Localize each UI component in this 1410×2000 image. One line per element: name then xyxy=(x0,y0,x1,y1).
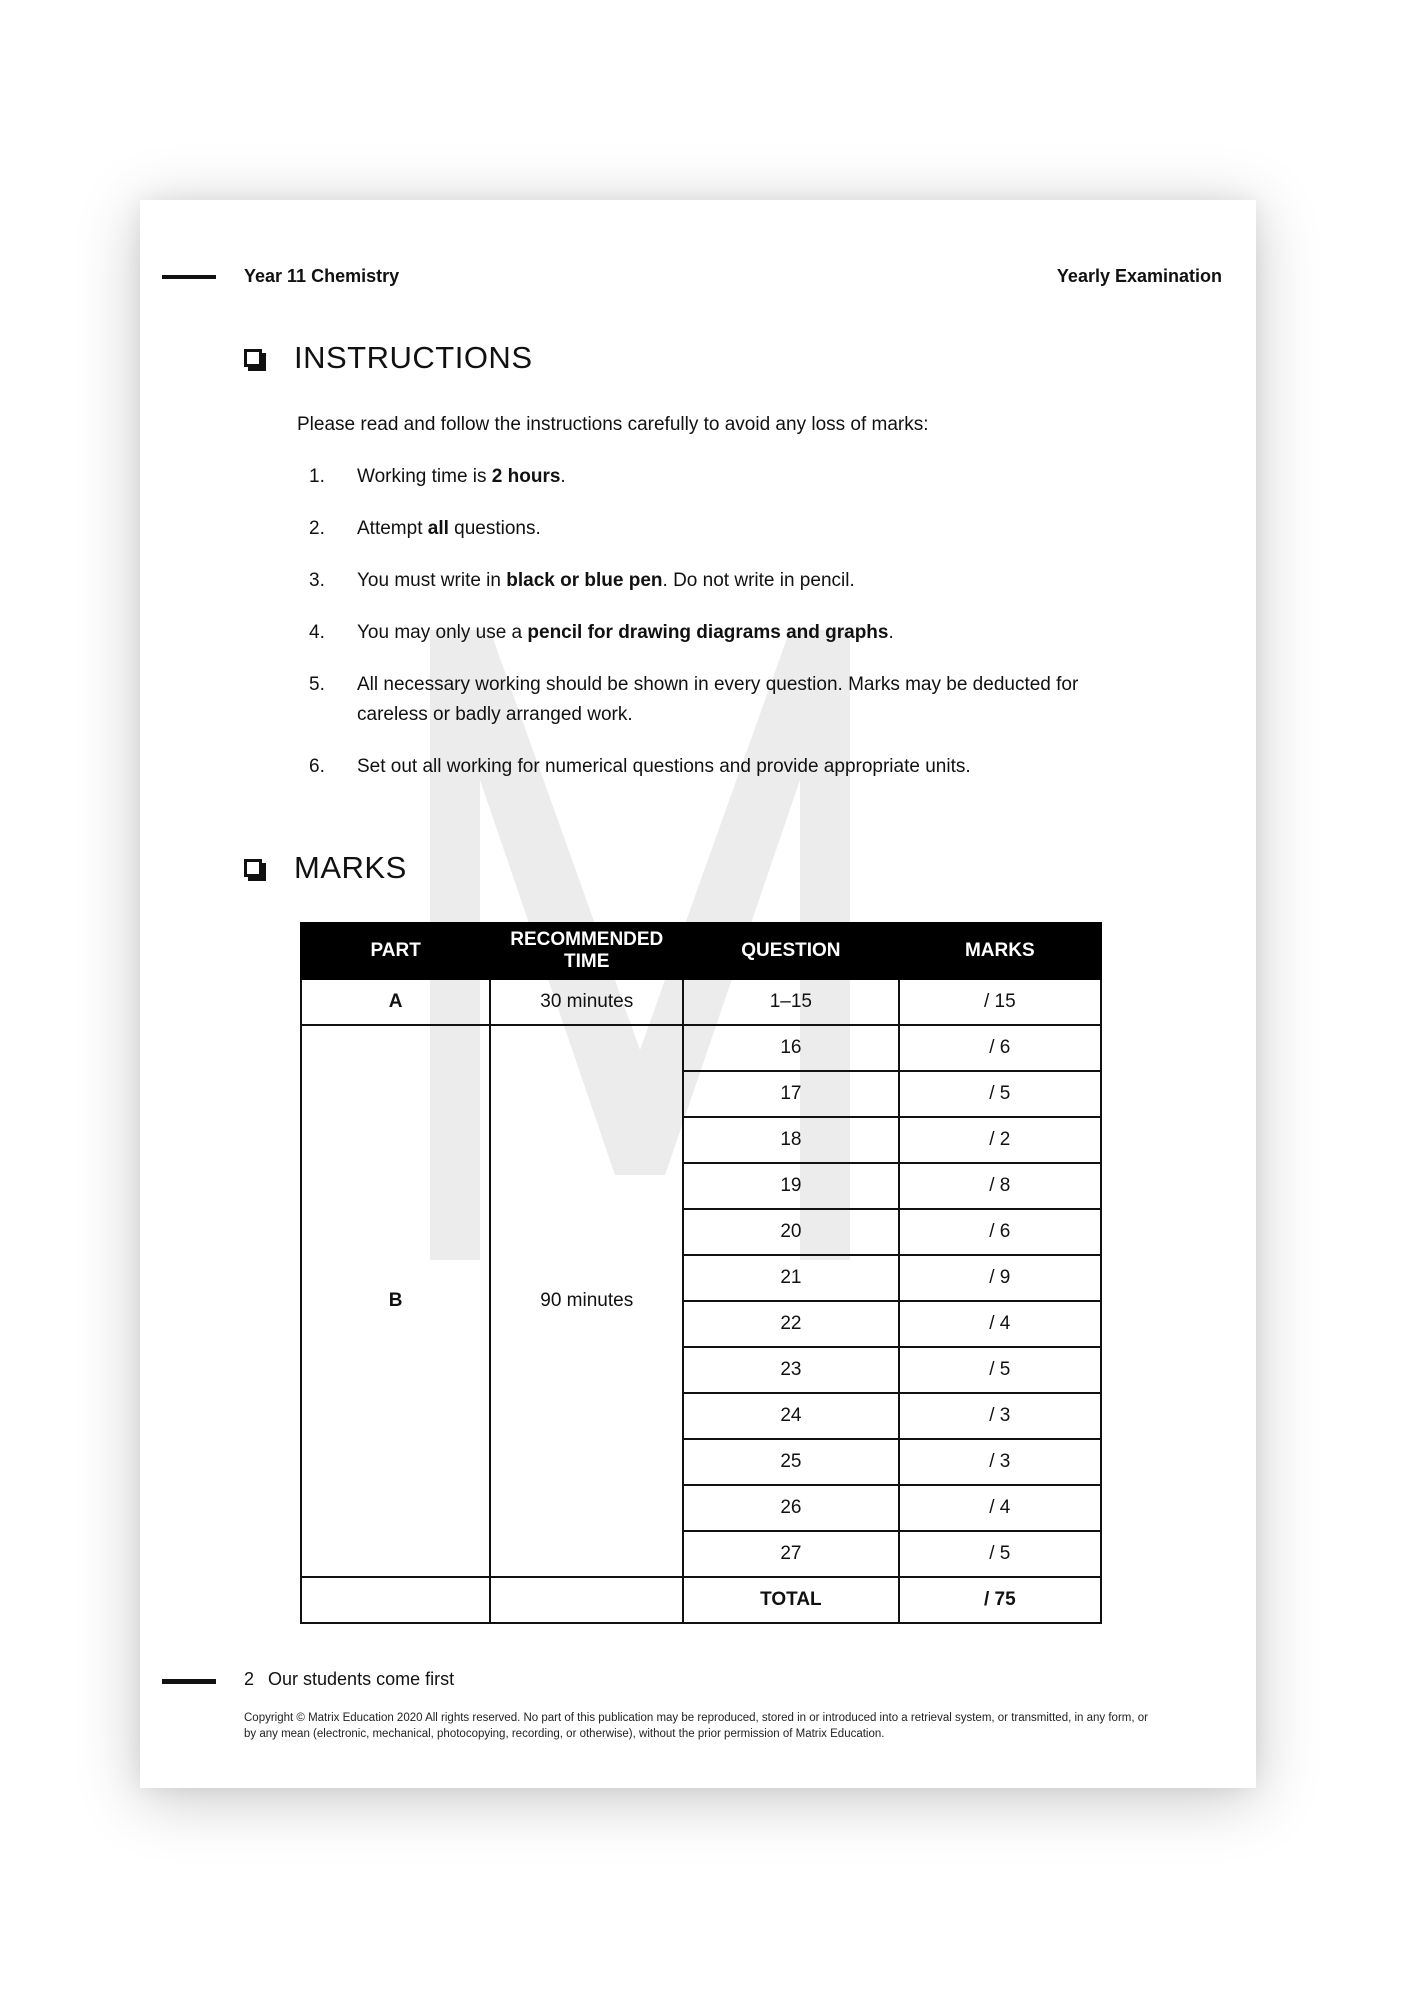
instruction-text-part: . xyxy=(888,622,894,643)
instruction-item xyxy=(297,566,1117,596)
header-dash xyxy=(162,275,216,279)
copyright-notice: Copyright © Matrix Education 2020 All rights reserved. No part of this publication may be reproduced, stored in or introduced into a retrieval system, or transmitted, in any form, or by any mean (electronic, mechanical, photocopying, recording, or otherwise), without the prior permission of Matrix Education. xyxy=(244,1712,1148,1740)
part-cell: B xyxy=(301,1025,490,1577)
instruction-emphasis: pencil for drawing diagrams and graphs xyxy=(527,622,889,643)
marks-cell: / 5 xyxy=(899,1531,1101,1577)
instruction-text-part: Working time is xyxy=(357,466,492,487)
checkbox-square-icon xyxy=(244,859,262,877)
marks-cell: / 4 xyxy=(899,1301,1101,1347)
question-cell: 23 xyxy=(683,1347,898,1393)
instruction-item xyxy=(297,618,1117,648)
instruction-number: 1. xyxy=(309,466,325,487)
column-header-marks: MARKS xyxy=(899,923,1101,979)
marks-heading xyxy=(244,850,407,886)
table-row xyxy=(301,1025,1101,1071)
question-cell: 25 xyxy=(683,1439,898,1485)
instruction-text-part: . Do not write in pencil. xyxy=(662,570,855,591)
question-cell: 16 xyxy=(683,1025,898,1071)
instruction-text xyxy=(357,514,541,544)
marks-cell: / 6 xyxy=(899,1209,1101,1255)
time-cell: 30 minutes xyxy=(490,979,683,1025)
instruction-item xyxy=(297,670,1117,730)
question-cell: 27 xyxy=(683,1531,898,1577)
question-cell: 20 xyxy=(683,1209,898,1255)
part-cell: A xyxy=(301,979,490,1025)
table-row-part-a xyxy=(301,979,1101,1025)
instruction-item xyxy=(297,514,1117,544)
question-cell: 26 xyxy=(683,1485,898,1531)
instruction-number: 2. xyxy=(309,518,325,539)
marks-cell: / 3 xyxy=(899,1439,1101,1485)
instruction-text-part: You must write in xyxy=(357,570,507,591)
table-row-total xyxy=(301,1577,1101,1623)
table-header-row xyxy=(301,923,1101,979)
instruction-text-part: All necessary working should be shown in every question. Marks may be deducted for careless or badly arranged work. xyxy=(357,674,1079,725)
column-header-time: RECOMMENDED TIME xyxy=(490,923,683,979)
marks-title: MARKS xyxy=(294,850,407,885)
question-cell: 1–15 xyxy=(683,979,898,1025)
question-cell: 24 xyxy=(683,1393,898,1439)
empty-cell xyxy=(490,1577,683,1623)
exam-title: Yearly Examination xyxy=(1056,266,1222,286)
marks-cell: / 3 xyxy=(899,1393,1101,1439)
checkbox-square-icon xyxy=(244,349,262,367)
instruction-emphasis: black or blue pen xyxy=(506,570,663,591)
instruction-text xyxy=(357,618,894,648)
column-header-part: PART xyxy=(301,923,490,979)
footer-tagline: Our students come first xyxy=(268,1669,455,1689)
instruction-number: 6. xyxy=(309,756,325,777)
instruction-item xyxy=(297,462,1117,492)
footer-dash xyxy=(162,1679,216,1684)
instruction-text-part: Set out all working for numerical questions and provide appropriate units. xyxy=(357,756,971,777)
marks-cell: / 4 xyxy=(899,1485,1101,1531)
marks-cell: / 2 xyxy=(899,1117,1101,1163)
marks-cell: / 5 xyxy=(899,1071,1101,1117)
instruction-emphasis: 2 hours xyxy=(491,466,561,487)
instructions-heading xyxy=(244,340,533,376)
instruction-item xyxy=(297,752,1117,782)
total-label: TOTAL xyxy=(683,1577,898,1623)
column-header-question: QUESTION xyxy=(683,923,898,979)
instruction-text-part: Attempt xyxy=(357,518,428,539)
instruction-text xyxy=(357,462,566,492)
marks-cell: / 15 xyxy=(899,979,1101,1025)
question-cell: 19 xyxy=(683,1163,898,1209)
question-cell: 21 xyxy=(683,1255,898,1301)
instruction-text xyxy=(357,670,1117,730)
marks-cell: / 9 xyxy=(899,1255,1101,1301)
time-cell: 90 minutes xyxy=(490,1025,683,1577)
question-cell: 18 xyxy=(683,1117,898,1163)
instruction-number: 4. xyxy=(309,622,325,643)
marks-cell: / 5 xyxy=(899,1347,1101,1393)
instructions-list xyxy=(297,462,1117,804)
course-title: Year 11 Chemistry xyxy=(244,266,400,286)
instruction-number: 5. xyxy=(309,674,325,695)
empty-cell xyxy=(301,1577,490,1623)
page-number: 2 xyxy=(244,1669,255,1689)
question-cell: 17 xyxy=(683,1071,898,1117)
instructions-title: INSTRUCTIONS xyxy=(294,340,533,375)
instructions-intro: Please read and follow the instructions carefully to avoid any loss of marks: xyxy=(297,414,929,435)
instruction-number: 3. xyxy=(309,570,325,591)
footer-line xyxy=(244,1669,454,1690)
marks-cell: / 8 xyxy=(899,1163,1101,1209)
question-cell: 22 xyxy=(683,1301,898,1347)
total-marks: / 75 xyxy=(899,1577,1101,1623)
exam-page xyxy=(140,200,1256,1788)
instruction-text-part: . xyxy=(560,466,566,487)
instruction-emphasis: all xyxy=(427,518,449,539)
instruction-text xyxy=(357,752,971,782)
marks-table xyxy=(300,922,1102,1624)
instruction-text-part: You may only use a xyxy=(357,622,528,643)
instruction-text xyxy=(357,566,855,596)
marks-cell: / 6 xyxy=(899,1025,1101,1071)
instruction-text-part: questions. xyxy=(448,518,541,539)
